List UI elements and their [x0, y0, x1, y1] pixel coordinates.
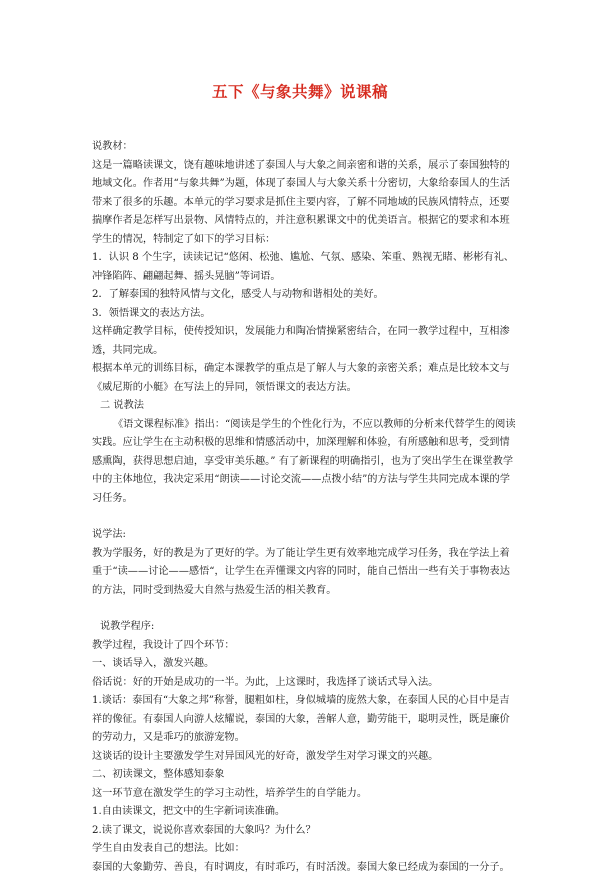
spacer: [92, 508, 516, 526]
paragraph-step1-a: 俗话说：好的开始是成功的一半。为此，上这课时，我选择了谈话式导入法。: [92, 674, 516, 693]
section-heading-jiaocai: 说教材：: [92, 138, 516, 157]
spacer: [92, 600, 516, 618]
paragraph-step2-b: 1.自由读课文，把文中的生字新词读准确。: [92, 803, 516, 822]
paragraph-jiaocai-3: 根据本单元的训练目标，确定本课教学的重点是了解人与大象的亲密关系；难点是比较本文与《威尼斯的小艇》在写法上的异同，领悟课文的表达方法。: [92, 360, 516, 397]
paragraph-step2-d: 学生自由发表自己的想法。比如：: [92, 840, 516, 859]
step-heading-1: 一、谈话导入，激发兴趣。: [92, 655, 516, 674]
list-item-goal-2: 2．了解泰国的独特风情与文化，感受人与动物和谐相处的美好。: [92, 286, 516, 305]
list-item-goal-1: 1．认识 8 个生字，读读记记“悠闲、松弛、尴尬、气氛、感染、笨重、熟视无睹、彬彬有礼、冲锋陷阵、翩翩起舞、摇头晃脑”等词语。: [92, 249, 516, 286]
paragraph-step1-c: 这谈话的设计主要激发学生对异国风光的好奇，激发学生对学习课文的兴趣。: [92, 748, 516, 767]
document-title: 五下《与象共舞》说课稿: [0, 80, 600, 102]
paragraph-jiaocai-2: 这样确定教学目标，使传授知识，发展能力和陶冶情操紧密结合，在同一教学过程中，互相渗透，共同完成。: [92, 323, 516, 360]
section-heading-chengxu: 说教学程序:: [92, 618, 516, 637]
section-heading-jiaofa: 二 说教法: [92, 397, 516, 416]
paragraph-jiaofa: 《语文课程标准》指出：“阅读是学生的个性化行为，不应以教师的分析来代替学生的阅读实践。应让学生在主动积极的思维和情感活动中，加深理解和体验，有所感触和思考，受到情感熏陶，获得思想启迪，享受审美乐趣。” 有了新课程的明确指引，也为了突出学生在课堂教学中的主体地位，我决定采用“朗读——讨论交流——点拨小结”的方法与学生共同完成本课的学习任务。: [92, 416, 516, 509]
paragraph-step1-b: 1.谈话：泰国有“大象之邦”称誉，腿粗如柱，身似城墙的庞然大象，在泰国人民的心目中是吉祥的像征。有泰国人向游人炫耀说，泰国的大象，善解人意，勤劳能干，聪明灵性，既是廉价的劳动力，又是乖巧的旅游宠物。: [92, 692, 516, 748]
document-body: [92, 138, 516, 877]
paragraph-step2-e: 泰国的大象勤劳、善良，有时调皮，有时乖巧，有时活泼。泰国大象已经成为泰国的一分子。: [92, 859, 516, 877]
paragraph-jiaocai-intro: 这是一篇略读课文，饶有趣味地讲述了泰国人与大象之间亲密和谐的关系，展示了泰国独特的地域文化。作者用“与象共舞”为题，体现了泰国人与大象关系十分密切，大象给泰国人的生活带来了很多的乐趣。本单元的学习要求是抓住主要内容，了解不同地域的民族风情特点，还要揣摩作者是怎样写出景物、风情特点的，并注意积累课文中的优美语言。根据它的要求和本班学生的情况，特制定了如下的学习目标：: [92, 157, 516, 250]
paragraph-chengxu-intro: 教学过程，我设计了四个环节：: [92, 637, 516, 656]
paragraph-step2-a: 这一环节意在激发学生的学习主动性，培养学生的自学能力。: [92, 785, 516, 804]
step-heading-2: 二、初读课文，整体感知泰象: [92, 766, 516, 785]
list-item-goal-3: 3．领悟课文的表达方法。: [92, 305, 516, 324]
paragraph-step2-c: 2.读了课文，说说你喜欢泰国的大象吗？为什么？: [92, 822, 516, 841]
paragraph-xuefa: 教为学服务，好的教是为了更好的学。为了能让学生更有效率地完成学习任务，我在学法上着重于“读——讨论——感悟“，让学生在弄懂课文内容的同时，能自己悟出一些有关于事物表达的方法，同时受到热爱大自然与热爱生活的相关教育。: [92, 545, 516, 601]
section-heading-xuefa: 说学法:: [92, 526, 516, 545]
